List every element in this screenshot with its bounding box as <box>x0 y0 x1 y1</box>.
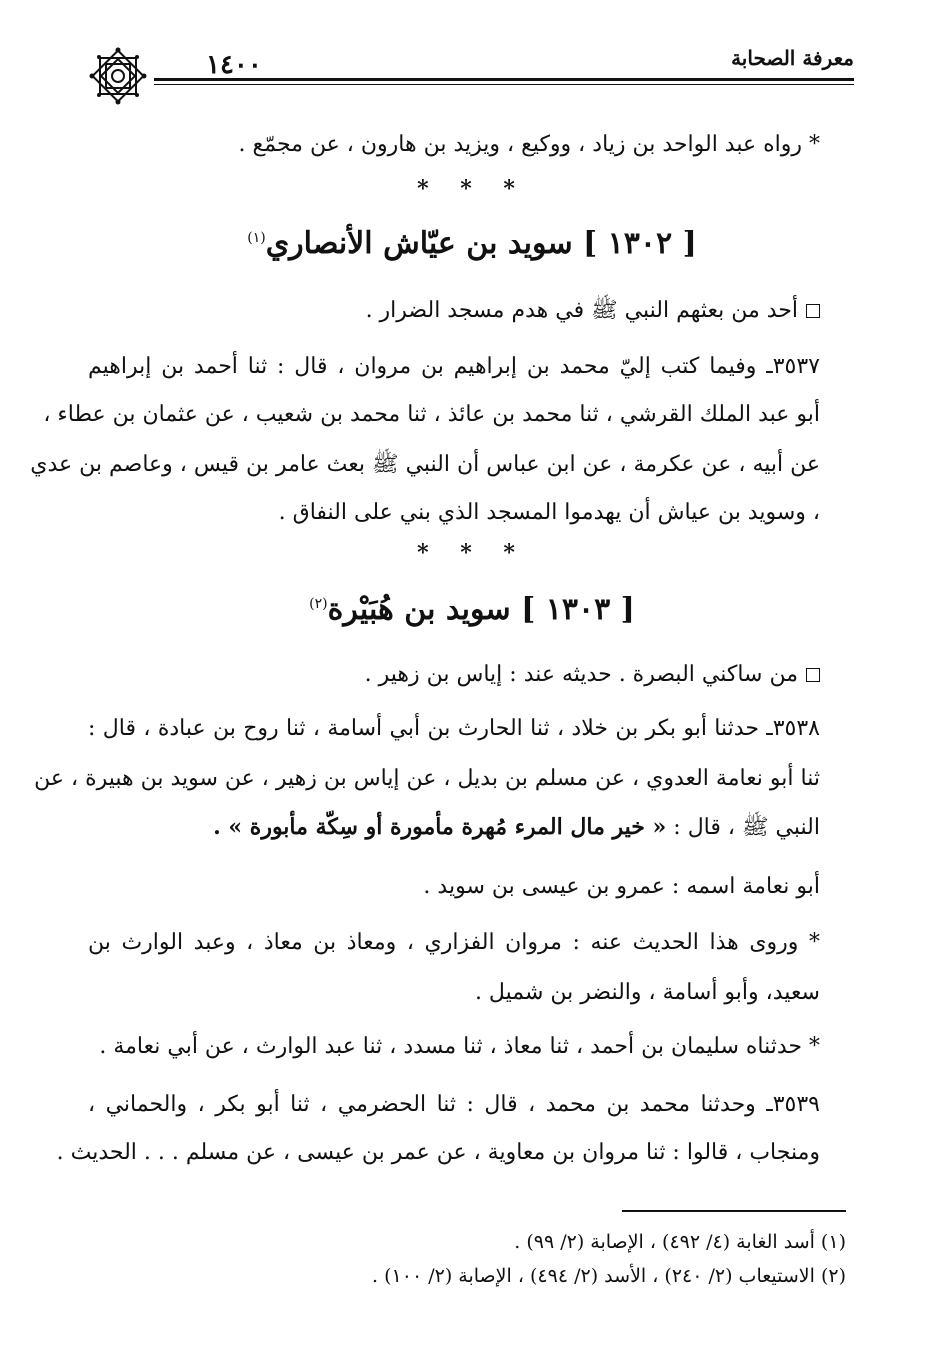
square-bullet-icon <box>806 668 820 682</box>
riwaya-line: سعيد، وأبو أسامة ، والنضر بن شميل . <box>474 980 820 1005</box>
header-rule-thin <box>154 84 854 85</box>
page-number: ١٤٠٠ <box>206 50 262 80</box>
hadith-line: ٣٥٣٧ـ وفيما كتب إليّ محمد بن إبراهيم بن مروان ، قال : ثنا أحمد بن إبراهيم <box>88 354 820 379</box>
footnote-marker: (٢) <box>309 596 328 612</box>
hadith-line: ، وسويد بن عياش أن يهدموا المسجد الذي بني على النفاق . <box>278 500 820 525</box>
footnote-1: (١) أسد الغابة (٤/ ٤٩٢) ، الإصابة (٢/ ٩٩) . <box>514 1231 846 1253</box>
section-separator: * * * <box>417 176 527 202</box>
footnote-marker: (١) <box>247 230 266 246</box>
running-title: معرفة الصحابة <box>731 46 854 70</box>
entry-heading-text: [ ١٣٠٣ ] سويد بن هُبَيْرة <box>327 592 635 627</box>
hadith-line: عن أبيه ، عن عكرمة ، عن ابن عباس أن النبي ﷺ بعث عامر بن قيس ، وعاصم بن عدي <box>30 452 820 477</box>
hadith-line: ٣٥٣٩ـ وحدثنا محمد بن محمد ، قال : ثنا الحضرمي ، ثنا أبو بكر ، والحماني ، <box>88 1092 820 1117</box>
hadith-matn: « خير مال المرء مُهرة مأمورة أو سِكّة مأبورة » . <box>213 814 667 840</box>
hadith-line: ٣٥٣٨ـ حدثنا أبو بكر بن خلاد ، ثنا الحارث بن أبي أسامة ، ثنا روح بن عبادة ، قال : <box>88 716 820 741</box>
entry-intro-text: من ساكني البصرة . حديثه عند : إياس بن زهير . <box>364 662 798 687</box>
square-bullet-icon <box>806 304 820 318</box>
entry-heading <box>0 226 944 261</box>
star-ornament-icon <box>86 44 150 108</box>
entry-intro <box>88 296 820 326</box>
hadith-line: ثنا أبو نعامة العدوي ، عن مسلم بن بديل ، عن إياس بن زهير ، عن سويد بن هبيرة ، عن <box>34 766 820 791</box>
hadith-text: النبي ﷺ ، قال : <box>666 815 820 840</box>
narration-line: * حدثناه سليمان بن أحمد ، ثنا معاذ ، ثنا مسدد ، ثنا عبد الوارث ، عن أبي نعامة . <box>99 1034 820 1059</box>
entry-heading-text: [ ١٣٠٢ ] سويد بن عيّاش الأنصاري <box>265 226 697 261</box>
hadith-line <box>88 812 820 843</box>
hadith-line: أبو عبد الملك القرشي ، ثنا محمد بن عائذ ، ثنا محمد بن شعيب ، عن عثمان بن عطاء ، <box>43 402 820 427</box>
footnote-rule <box>622 1210 846 1212</box>
entry-intro <box>88 660 820 690</box>
section-separator: * * * <box>417 540 527 566</box>
page-header <box>88 36 854 116</box>
entry-heading <box>0 592 944 627</box>
hadith-line: ومنجاب ، قالوا : ثنا مروان بن معاوية ، عن عمر بن عيسى ، عن مسلم . . . الحديث . <box>56 1140 820 1165</box>
entry-intro-text: أحد من بعثهم النبي ﷺ في هدم مسجد الضرار . <box>365 298 798 323</box>
narration-line: * رواه عبد الواحد بن زياد ، ووكيع ، ويزيد بن هارون ، عن مجمّع . <box>238 132 820 157</box>
narrator-note: أبو نعامة اسمه : عمرو بن عيسى بن سويد . <box>423 874 820 899</box>
footnote-2: (٢) الاستيعاب (٢/ ٢٤٠) ، الأسد (٢/ ٤٩٤) ، الإصابة (٢/ ١٠٠) . <box>372 1265 846 1287</box>
riwaya-line: * وروى هذا الحديث عنه : مروان الفزاري ، ومعاذ بن معاذ ، وعبد الوارث بن <box>88 930 820 955</box>
header-rule <box>154 78 854 81</box>
